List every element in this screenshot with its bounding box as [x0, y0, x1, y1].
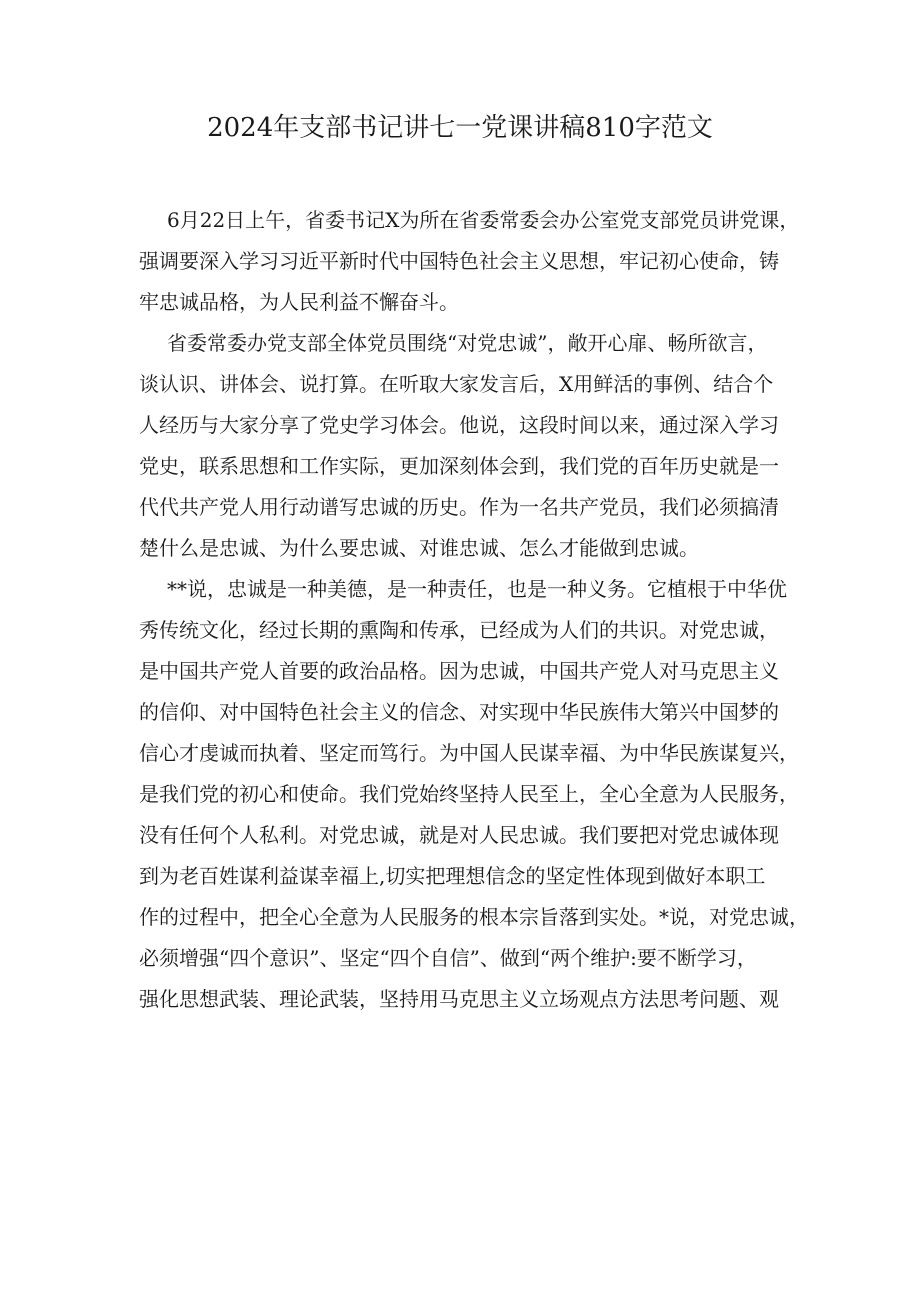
text-line: 到为老百姓谋利益谋幸福上,切实把理想信念的坚定性体现到做好本职工: [139, 864, 766, 888]
text-line: 人经历与大家分享了党史学习体会。他说，这段时间以来，通过深入学习: [139, 413, 779, 437]
text-line: 楚什么是忠诚、为什么要忠诚、对谁忠诚、怎么才能做到忠诚。: [139, 536, 699, 560]
paragraph-2: [139, 323, 799, 569]
text-line: 没有任何个人私利。对党忠诚，就是对人民忠诚。我们要把对党忠诚体现: [139, 823, 779, 847]
text-line: 代代共产党人用行动谱写忠诚的历史。作为一名共产党员，我们必须搞清: [139, 495, 779, 519]
text-line: 秀传统文化，经过长期的熏陶和传承，已经成为人们的共识。对党忠诚，: [139, 618, 779, 642]
text-line: 牢忠诚品格，为人民利益不懈奋斗。: [139, 290, 459, 314]
text-line: 作的过程中，把全心全意为人民服务的根本宗旨落到实处。*说，对党忠诚，: [139, 905, 809, 929]
text-line: 6月22日上午，省委书记X为所在省委常委会办公室党支部党员讲党课，: [167, 208, 800, 232]
paragraph-1: [139, 200, 799, 323]
text-line: 党史，联系思想和工作实际，更加深刻体会到，我们党的百年历史就是一: [139, 454, 779, 478]
text-line: 是我们党的初心和使命。我们党始终坚持人民至上，全心全意为人民服务，: [139, 782, 799, 806]
text-line: 是中国共产党人首要的政治品格。因为忠诚，中国共产党人对马克思主义: [139, 659, 779, 683]
text-line: 必须增强“四个意识”、坚定“四个自信”、做到“两个维护:要不断学习，: [139, 946, 757, 970]
document-body: [139, 200, 809, 1020]
text-line: 信心才虔诚而执着、坚定而笃行。为中国人民谋幸福、为中华民族谋复兴，: [139, 741, 799, 765]
text-line: 的信仰、对中国特色社会主义的信念、对实现中华民族伟大第兴中国梦的: [139, 700, 779, 724]
document-title: 2024年支部书记讲七一党课讲稿810字范文: [207, 113, 713, 143]
paragraph-3: [139, 569, 809, 1020]
text-line: **说，忠诚是一种美德，是一种责任，也是一种义务。它植根于中华优: [167, 577, 787, 601]
text-line: 省委常委办党支部全体党员围绕“对党忠诚”，敞开心扉、畅所欲言，: [167, 331, 768, 355]
text-line: 谈认识、讲体会、说打算。在听取大家发言后，X用鲜活的事例、结合个: [139, 372, 774, 396]
text-line: 强调要深入学习习近平新时代中国特色社会主义思想，牢记初心使命，铸: [139, 249, 779, 273]
text-line: 强化思想武装、理论武装，坚持用马克思主义立场观点方法思考问题、观: [139, 987, 779, 1011]
